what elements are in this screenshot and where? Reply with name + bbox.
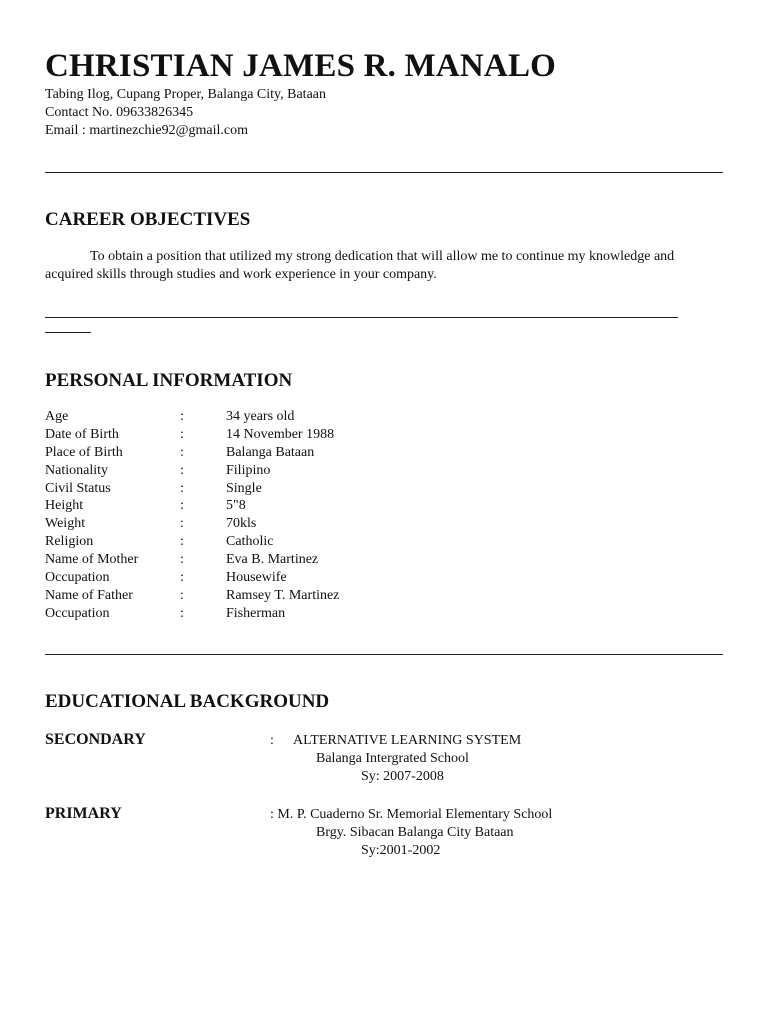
info-separator: : (180, 426, 184, 442)
info-label: Nationality (45, 462, 108, 478)
info-label: Weight (45, 516, 86, 532)
info-separator: : (180, 409, 184, 424)
info-value: Eva B. Martinez (226, 552, 319, 568)
divider (45, 654, 723, 655)
secondary-program: ALTERNATIVE LEARNING SYSTEM (293, 733, 522, 748)
info-separator: : (180, 605, 184, 621)
info-label: Name of Mother (45, 552, 139, 568)
info-separator: : (180, 480, 184, 496)
contact-number: Contact No. 09633826345 (45, 105, 194, 120)
info-value: Fisherman (226, 605, 286, 621)
info-label: Occupation (45, 570, 110, 586)
email: Email : martinezchie92@gmail.com (45, 123, 248, 138)
primary-school: : M. P. Cuaderno Sr. Memorial Elementary School (270, 807, 553, 822)
info-separator: : (180, 444, 184, 460)
primary-school-year: Sy:2001-2002 (361, 843, 441, 858)
info-value: Catholic (226, 534, 274, 550)
info-separator: : (180, 552, 184, 568)
secondary-separator: : (270, 733, 274, 748)
primary-label: PRIMARY (45, 805, 122, 822)
info-label: Civil Status (45, 480, 111, 496)
info-label: Place of Birth (45, 444, 123, 460)
info-separator: : (180, 516, 184, 532)
primary-school-address: Brgy. Sibacan Balanga City Bataan (316, 825, 514, 840)
applicant-name: CHRISTIAN JAMES R. MANALO (45, 48, 557, 84)
info-value: Housewife (226, 570, 287, 586)
info-label: Name of Father (45, 587, 133, 603)
secondary-label: SECONDARY (45, 731, 146, 748)
info-value: 5"8 (226, 498, 246, 514)
educational-background-heading: EDUCATIONAL BACKGROUND (45, 691, 330, 712)
info-value: Single (226, 480, 262, 496)
info-label: Occupation (45, 605, 110, 621)
secondary-school: Balanga Intergrated School (316, 751, 469, 766)
info-value: Balanga Bataan (226, 444, 315, 460)
secondary-school-year: Sy: 2007-2008 (361, 769, 444, 784)
info-separator: : (180, 498, 184, 514)
divider (45, 172, 723, 173)
info-value: Filipino (226, 462, 271, 478)
info-value: Ramsey T. Martinez (226, 587, 340, 603)
personal-information-heading: PERSONAL INFORMATION (45, 370, 293, 391)
career-objectives-text: To obtain a position that utilized my strong dedication that will allow me to continue my knowledge and acquired skills through studies and work experience in your company. (45, 249, 675, 282)
info-value: 70kls (226, 516, 257, 532)
address: Tabing Ilog, Cupang Proper, Balanga City, Bataan (45, 87, 326, 102)
info-value: 14 November 1988 (226, 426, 335, 442)
info-value: 34 years old (226, 409, 295, 424)
info-separator: : (180, 570, 184, 586)
info-separator: : (180, 534, 184, 550)
info-label: Age (45, 409, 69, 424)
info-label: Religion (45, 534, 94, 550)
info-label: Date of Birth (45, 426, 119, 442)
career-objectives-heading: CAREER OBJECTIVES (45, 209, 251, 230)
info-separator: : (180, 462, 184, 478)
info-separator: : (180, 587, 184, 603)
info-label: Height (45, 498, 84, 514)
divider (45, 317, 678, 318)
divider-short (45, 332, 91, 333)
